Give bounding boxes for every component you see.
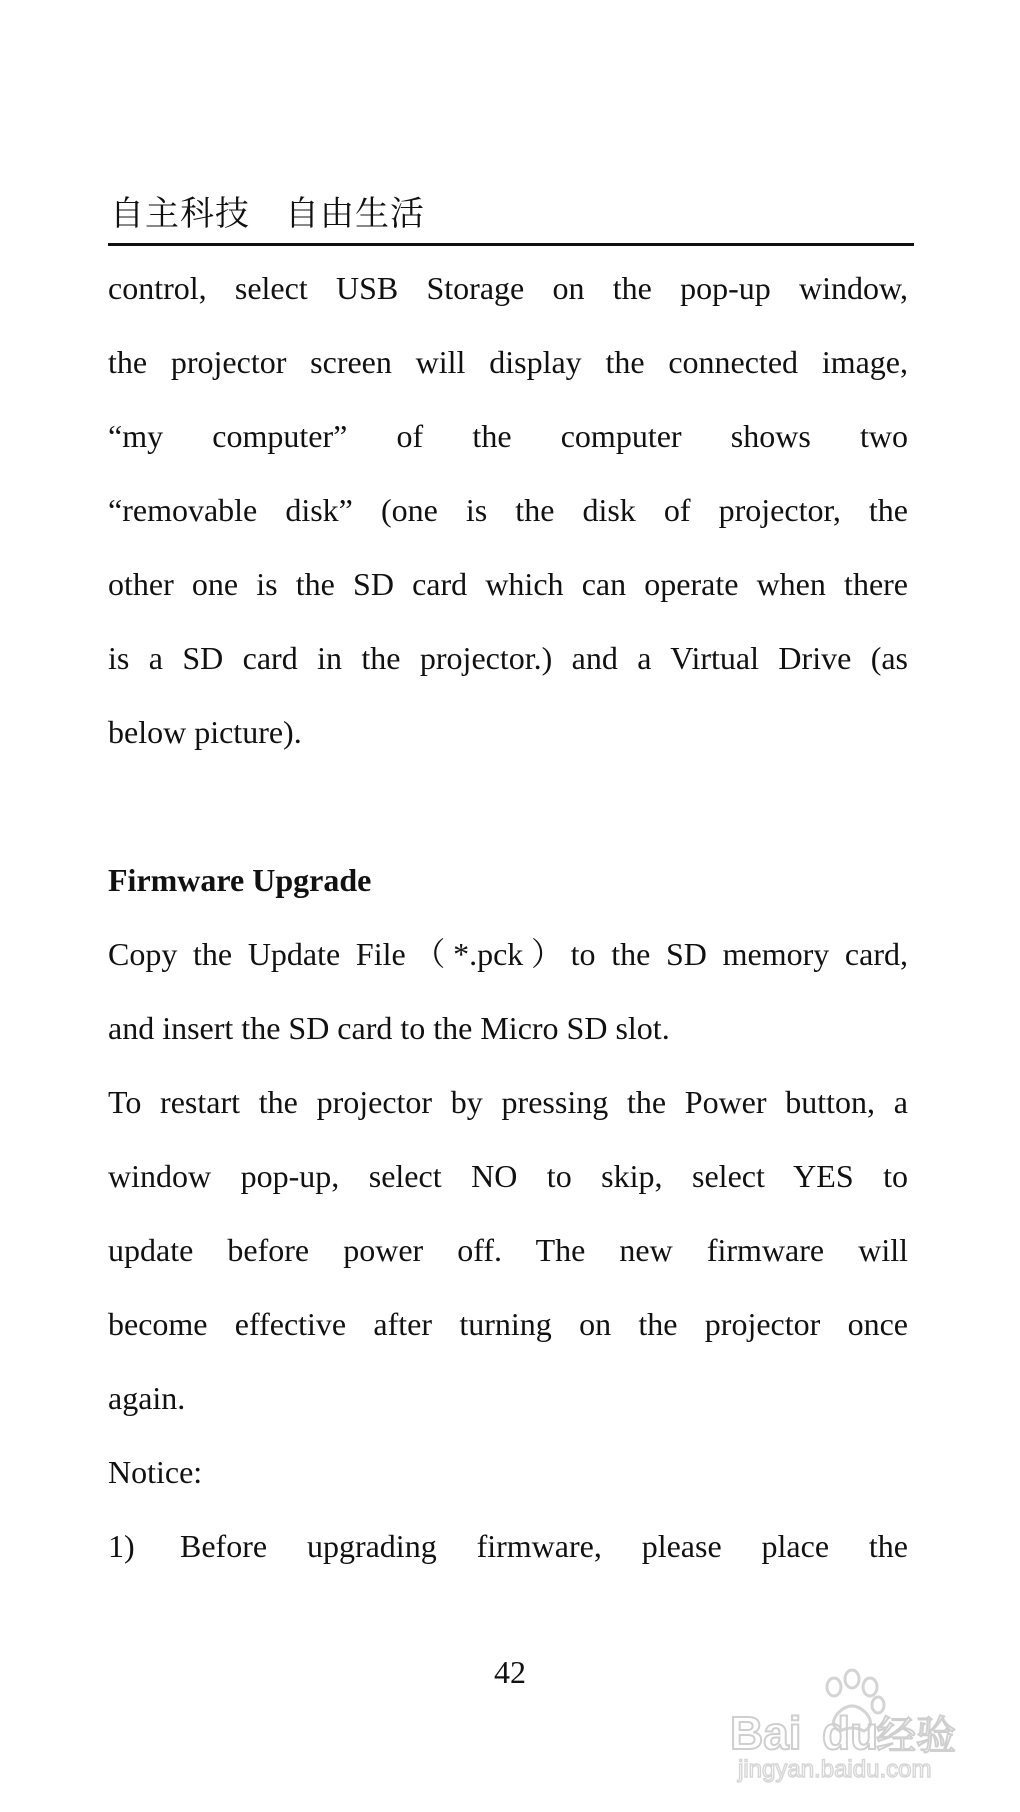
section-heading: Firmware Upgrade <box>108 862 372 898</box>
baidu-paw-logo <box>726 1665 976 1783</box>
paragraph-line: become effective after turning on the projector once <box>108 1306 908 1342</box>
paragraph-line: other one is the SD card which can operate when there <box>108 566 908 602</box>
notice-item-text: Before upgrading firmware, please place the <box>180 1528 908 1564</box>
paragraph-line: Copy the Update File（*.pck）to the SD memory card, <box>108 936 908 972</box>
paragraph-line: and insert the SD card to the Micro SD slot. <box>108 1010 670 1046</box>
page-number: 42 <box>494 1654 526 1690</box>
page-header <box>108 192 914 246</box>
paragraph-line: is a SD card in the projector.) and a Virtual Drive (as <box>108 640 908 676</box>
paragraph-line: window pop-up, select NO to skip, select YES to <box>108 1158 908 1194</box>
baidu-jingyan-watermark <box>726 1665 976 1783</box>
paragraph-line: “my computer” of the computer shows two <box>108 418 908 454</box>
paragraph-line: control, select USB Storage on the pop-up window, <box>108 270 908 306</box>
paragraph-line: the projector screen will display the connected image, <box>108 344 908 380</box>
notice-item-number: 1) <box>108 1528 135 1564</box>
notice-label: Notice: <box>108 1454 203 1490</box>
watermark-brand: Bai <box>730 1707 802 1759</box>
watermark-brand-cn: 经验 <box>876 1713 956 1759</box>
watermark-brand-du: du <box>822 1707 879 1759</box>
watermark-url: jingyan.baidu.com <box>738 1756 932 1783</box>
paragraph-line: update before power off. The new firmware will <box>108 1232 908 1268</box>
paw-toe-icon <box>827 1678 841 1696</box>
paragraph-line: again. <box>108 1380 186 1416</box>
paragraph-line: To restart the projector by pressing the Power button, a <box>108 1084 908 1120</box>
header-slogan: 自主科技 自由生活 <box>110 194 425 234</box>
paw-toe-icon <box>863 1678 877 1696</box>
paw-toe-icon <box>845 1670 859 1688</box>
paragraph-line: below picture). <box>108 714 302 750</box>
paragraph-line: “removable disk” (one is the disk of projector, the <box>108 492 908 528</box>
